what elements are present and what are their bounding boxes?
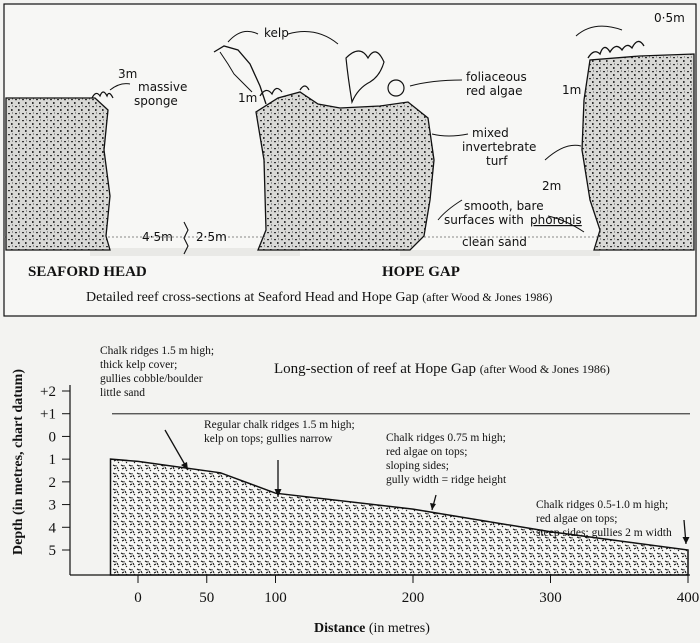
- y-tick-label: +1: [40, 406, 56, 423]
- y-tick-label: 4: [48, 520, 56, 537]
- y-tick-label: 0: [48, 429, 56, 446]
- depth-45m: 4·5m: [142, 230, 173, 244]
- hope-gap-mid-reef: [256, 92, 434, 250]
- x-tick-label: 200: [401, 590, 425, 606]
- label-kelp: kelp: [264, 26, 289, 40]
- site-seaford-head: SEAFORD HEAD: [28, 264, 147, 280]
- label-turf: turf: [486, 154, 508, 168]
- top-panel: [4, 4, 696, 316]
- annotation-a1: Chalk ridges 1.5 m high; thick kelp cover; gullies cobble/boulder little sand: [100, 345, 215, 399]
- depth-2m: 2m: [542, 179, 562, 193]
- annotation-a2: Regular chalk ridges 1.5 m high; kelp on tops; gullies narrow: [204, 419, 355, 445]
- depth-1m-right: 1m: [562, 83, 582, 97]
- label-phoronis: phoronis: [530, 213, 582, 227]
- arrow-4-head: [683, 537, 690, 544]
- depth-3m: 3m: [118, 67, 138, 81]
- y-axis-title: Depth (in metres, chart datum): [11, 369, 26, 555]
- y-tick-label: 1: [48, 452, 56, 469]
- label-red-algae: red algae: [466, 84, 523, 98]
- y-tick-label: 3: [48, 497, 56, 514]
- x-tick-label: 400: [676, 590, 700, 606]
- long-section-chart: [11, 345, 699, 636]
- label-mixed: mixed: [472, 126, 509, 140]
- annotation-a4: Chalk ridges 0.5-1.0 m high; red algae on tops; steep sides; gullies 2 m width: [536, 499, 672, 539]
- depth-25m: 2·5m: [196, 230, 227, 244]
- arrow-3-head: [430, 503, 436, 510]
- label-massive: massive: [138, 80, 188, 94]
- x-tick-label: 300: [539, 590, 562, 606]
- x-tick-label: 100: [264, 590, 287, 606]
- annotation-a3: Chalk ridges 0.75 m high; red algae on tops; sloping sides; gully width = ridge height: [386, 432, 507, 486]
- y-tick-label: +2: [40, 384, 56, 400]
- y-tick-label: 2: [48, 474, 56, 491]
- x-tick-label: 0: [134, 590, 142, 606]
- depth-05m: 0·5m: [654, 11, 685, 25]
- top-caption: Detailed reef cross-sections at Seaford Head and Hope Gap (after Wood & Jones 1986): [86, 290, 553, 305]
- label-clean-sand: clean sand: [462, 235, 527, 249]
- label-smooth: smooth, bare: [464, 199, 544, 213]
- hope-gap-right-reef: [582, 54, 694, 250]
- label-invertebrate: invertebrate: [462, 140, 537, 154]
- seaford-head-reef: [6, 98, 110, 250]
- label-surfaces: surfaces with: [444, 213, 524, 227]
- x-ticks: [134, 575, 699, 606]
- label-foliaceous: foliaceous: [466, 70, 527, 84]
- y-tick-label: 5: [48, 543, 56, 559]
- x-tick-label: 50: [199, 590, 215, 606]
- chart-title: Long-section of reef at Hope Gap (after Wood & Jones 1986): [274, 361, 610, 377]
- depth-1m-mid: 1m: [238, 91, 258, 105]
- x-axis-title: Distance (in metres): [314, 621, 430, 636]
- site-hope-gap: HOPE GAP: [382, 264, 460, 280]
- y-ticks: [40, 384, 70, 559]
- label-sponge: sponge: [134, 94, 178, 108]
- sand-hope-gap: [400, 250, 600, 256]
